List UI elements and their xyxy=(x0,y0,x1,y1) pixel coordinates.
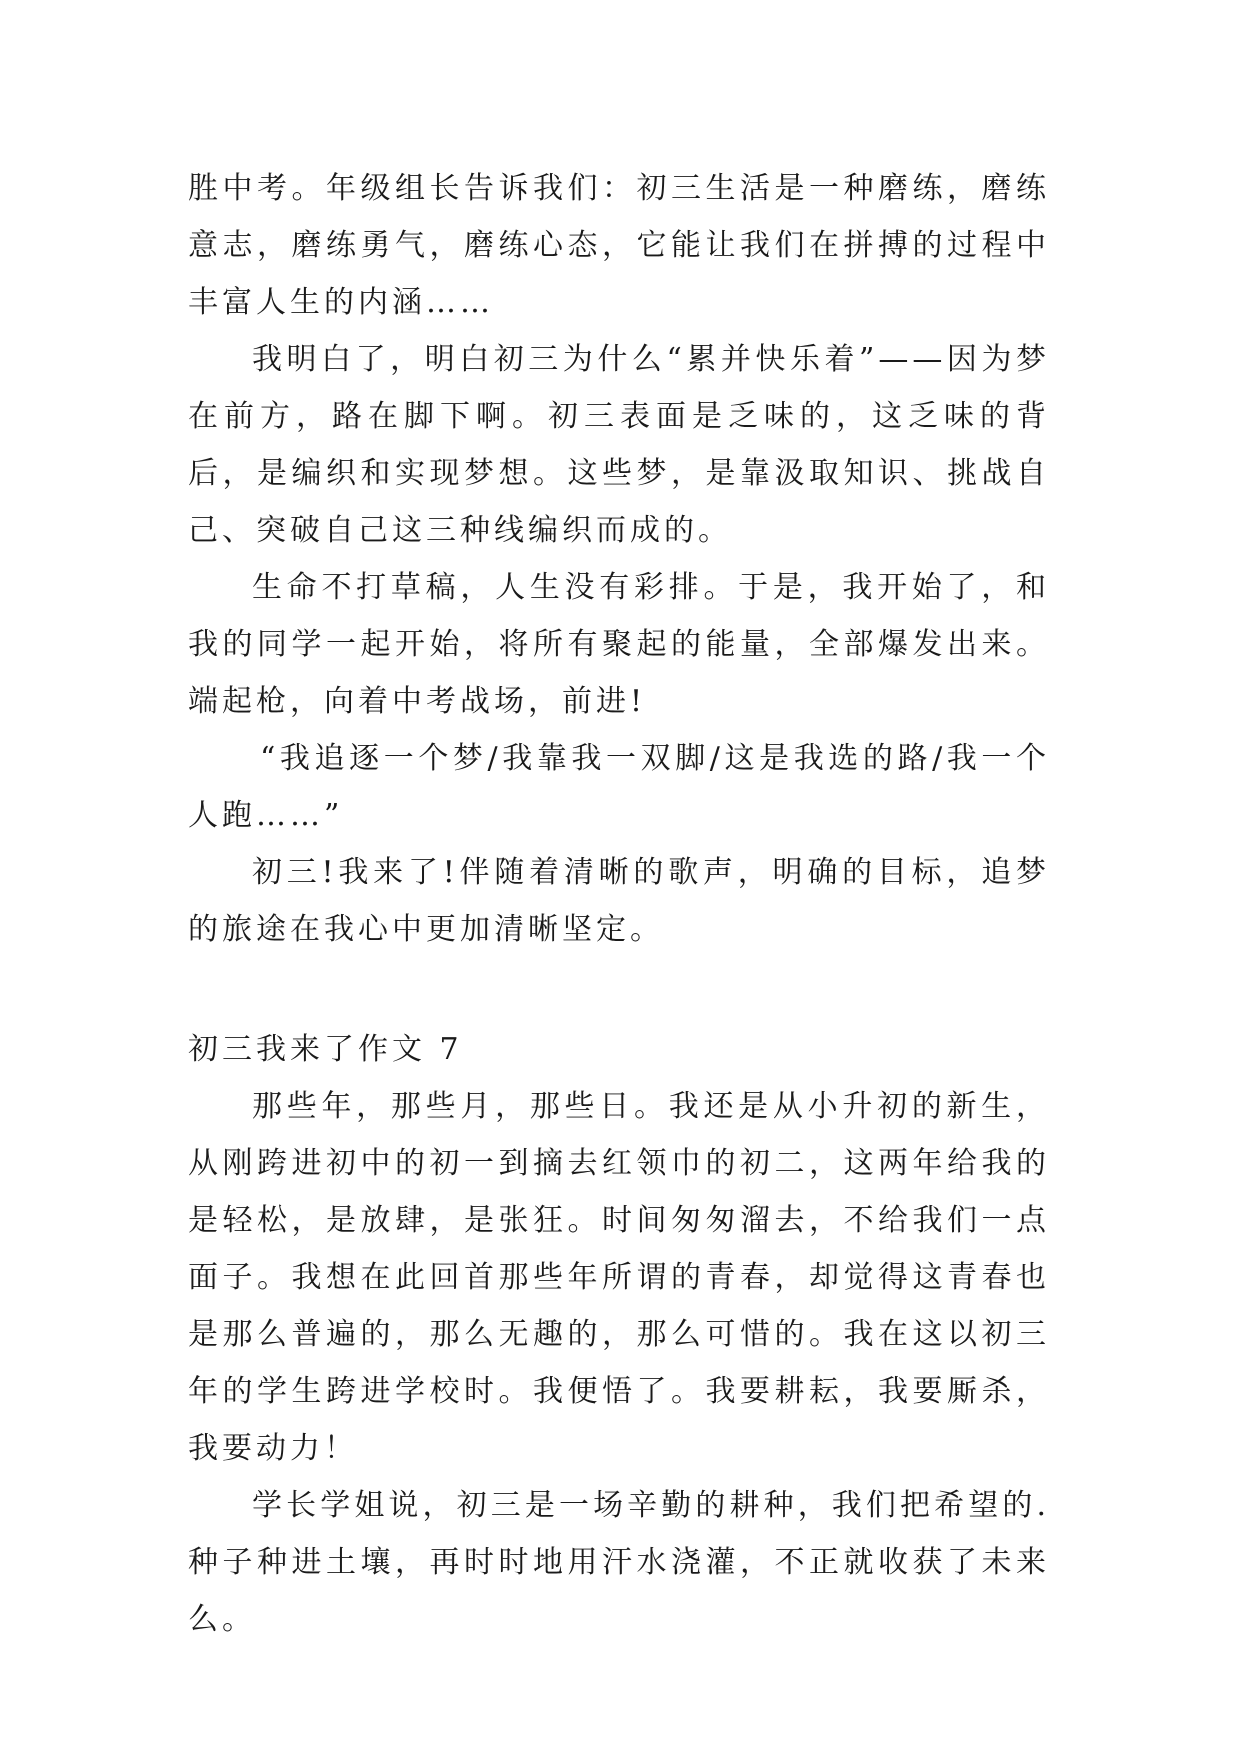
paragraph: 初三!我来了!伴随着清晰的歌声，明确的目标，追梦的旅途在我心中更加清晰坚定。 xyxy=(188,855,1050,947)
paragraph: 我明白了，明白初三为什么“累并快乐着”——因为梦在前方，路在脚下啊。初三表面是乏味的，这乏味的背后，是编织和实现梦想。这些梦，是靠汲取知识、挑战自己、突破自己这三种线编织而成的。 xyxy=(188,342,1050,548)
section-title: 初三我来了作文 7 xyxy=(188,1032,463,1067)
paragraph: 学长学姐说，初三是一场辛勤的耕种，我们把希望的.种子种进土壤，再时时地用汗水浇灌，不正就收获了未来么。 xyxy=(188,1488,1050,1637)
song-quote: “我追逐一个梦/我靠我一双脚/这是我选的路/我一个人跑……” xyxy=(188,741,1050,833)
paragraph: 那些年，那些月，那些日。我还是从小升初的新生，从刚跨进初中的初一到摘去红领巾的初二，这两年给我的是轻松，是放肆，是张狂。时间匆匆溜去，不给我们一点面子。我想在此回首那些年所谓的青春，却觉得这青春也是那么普遍的，那么无趣的，那么可惜的。我在这以初三年的学生跨进学校时。我便悟了。我要耕耘，我要厮杀，我要动力！ xyxy=(188,1089,1050,1466)
document-body xyxy=(188,160,1050,1648)
paragraph-continuation: 胜中考。年级组长告诉我们：初三生活是一种磨练，磨练意志，磨练勇气，磨练心态，它能让我们在拼搏的过程中丰富人生的内涵…… xyxy=(188,171,1050,320)
paragraph: 生命不打草稿，人生没有彩排。于是，我开始了，和我的同学一起开始，将所有聚起的能量，全部爆发出来。端起枪，向着中考战场，前进! xyxy=(188,570,1050,719)
